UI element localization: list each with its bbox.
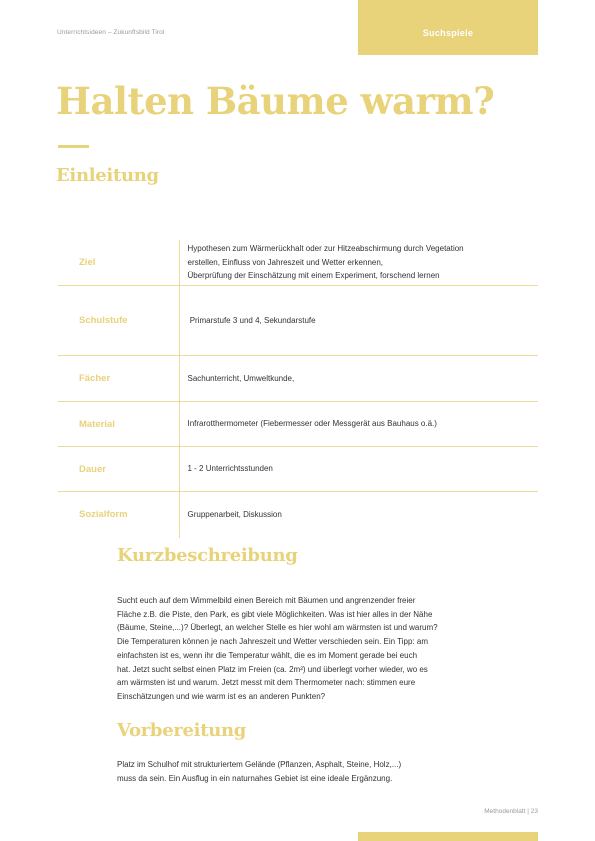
text-line: Die Temperaturen können je nach Jahreszeit und Wetter verschieden sein. Ein Tipp: am	[117, 637, 428, 647]
page-footer: Methodenblatt | 23	[484, 808, 538, 815]
info-value-line: Überprüfung der Einschätzung mit einem Experiment, forschend lernen	[187, 271, 440, 280]
info-row-dauer	[58, 447, 538, 492]
info-value	[179, 402, 538, 447]
text-line: einfachsten ist es, wenn ihr die Temperatur wählt, die es im Moment gerade bei euch	[117, 650, 418, 660]
info-value-line: erstellen, Einfluss von Jahreszeit und Wetter erkennen,	[187, 257, 384, 267]
page-title: Halten Bäume warm?	[56, 79, 495, 123]
text-line: Sucht euch auf dem Wimmelbild einen Bereich mit Bäumen und angrenzender freier	[117, 596, 416, 605]
info-value-line: Sachunterricht, Umweltkunde,	[187, 373, 295, 383]
section-heading-kurzbeschreibung: Kurzbeschreibung	[117, 545, 298, 566]
text-line: (Bäume, Steine,...)? Überlegt, an welcher Stelle es hier wohl am wärmsten ist und warum?	[117, 623, 438, 633]
info-key: Dauer	[58, 447, 179, 492]
info-value	[179, 240, 538, 285]
info-key: Schulstufe	[58, 285, 179, 356]
info-value	[179, 285, 538, 356]
info-row-sozialform	[58, 492, 538, 538]
info-value	[179, 447, 538, 492]
info-key: Ziel	[58, 240, 179, 285]
text-line: am wärmsten ist und warum. Jetzt messt mit dem Thermometer nach: stimmen eure	[117, 678, 416, 688]
info-value	[179, 356, 538, 402]
info-key: Material	[58, 402, 179, 447]
info-key: Fächer	[58, 356, 179, 402]
info-value-line: Hypothesen zum Wärmerückhalt oder zur Hitzeabschirmung durch Vegetation	[187, 244, 464, 253]
info-value	[179, 492, 538, 538]
text-line: muss da sein. Ein Ausflug in ein naturnahes Gebiet ist eine ideale Ergänzung.	[117, 773, 393, 783]
text-line: Fläche z.B. die Piste, den Park, es gibt viele Möglichkeiten. Was ist hier alles in der Nähe	[117, 609, 433, 619]
info-key: Sozialform	[58, 492, 179, 538]
info-row-material	[58, 402, 538, 447]
kurzbeschreibung-text	[117, 594, 438, 704]
text-line: Einschätzungen und wie warm ist es an anderen Punkten?	[117, 691, 326, 701]
section-heading-einleitung: Einleitung	[56, 165, 159, 186]
section-heading-vorbereitung: Vorbereitung	[117, 720, 247, 741]
breadcrumb: Unterrichtsideen – Zukunftsbild Tirol	[57, 29, 165, 36]
info-value-line: 1 - 2 Unterrichtsstunden	[187, 464, 273, 474]
info-row-faecher	[58, 356, 538, 402]
text-line: Platz im Schulhof mit strukturiertem Gelände (Pflanzen, Asphalt, Steine, Holz,...)	[117, 760, 402, 769]
info-row-schulstufe	[58, 285, 538, 356]
info-value-line: Primarstufe 3 und 4, Sekundarstufe	[187, 315, 316, 325]
title-accent-rule	[58, 145, 89, 148]
info-value-line: Gruppenarbeit, Diskussion	[187, 510, 282, 519]
info-row-ziel	[58, 240, 538, 285]
vorbereitung-text	[117, 758, 401, 785]
category-tab: Suchspiele	[358, 0, 538, 55]
text-line: hat. Jetzt sucht selbst einen Platz im Freien (ca. 2m²) und überlegt vorher wieder, wo es	[117, 664, 428, 674]
info-table	[58, 240, 538, 538]
info-value-line: Infrarotthermometer (Fiebermesser oder Messgerät aus Bauhaus o.ä.)	[187, 419, 437, 429]
bottom-accent-bar	[358, 832, 538, 841]
